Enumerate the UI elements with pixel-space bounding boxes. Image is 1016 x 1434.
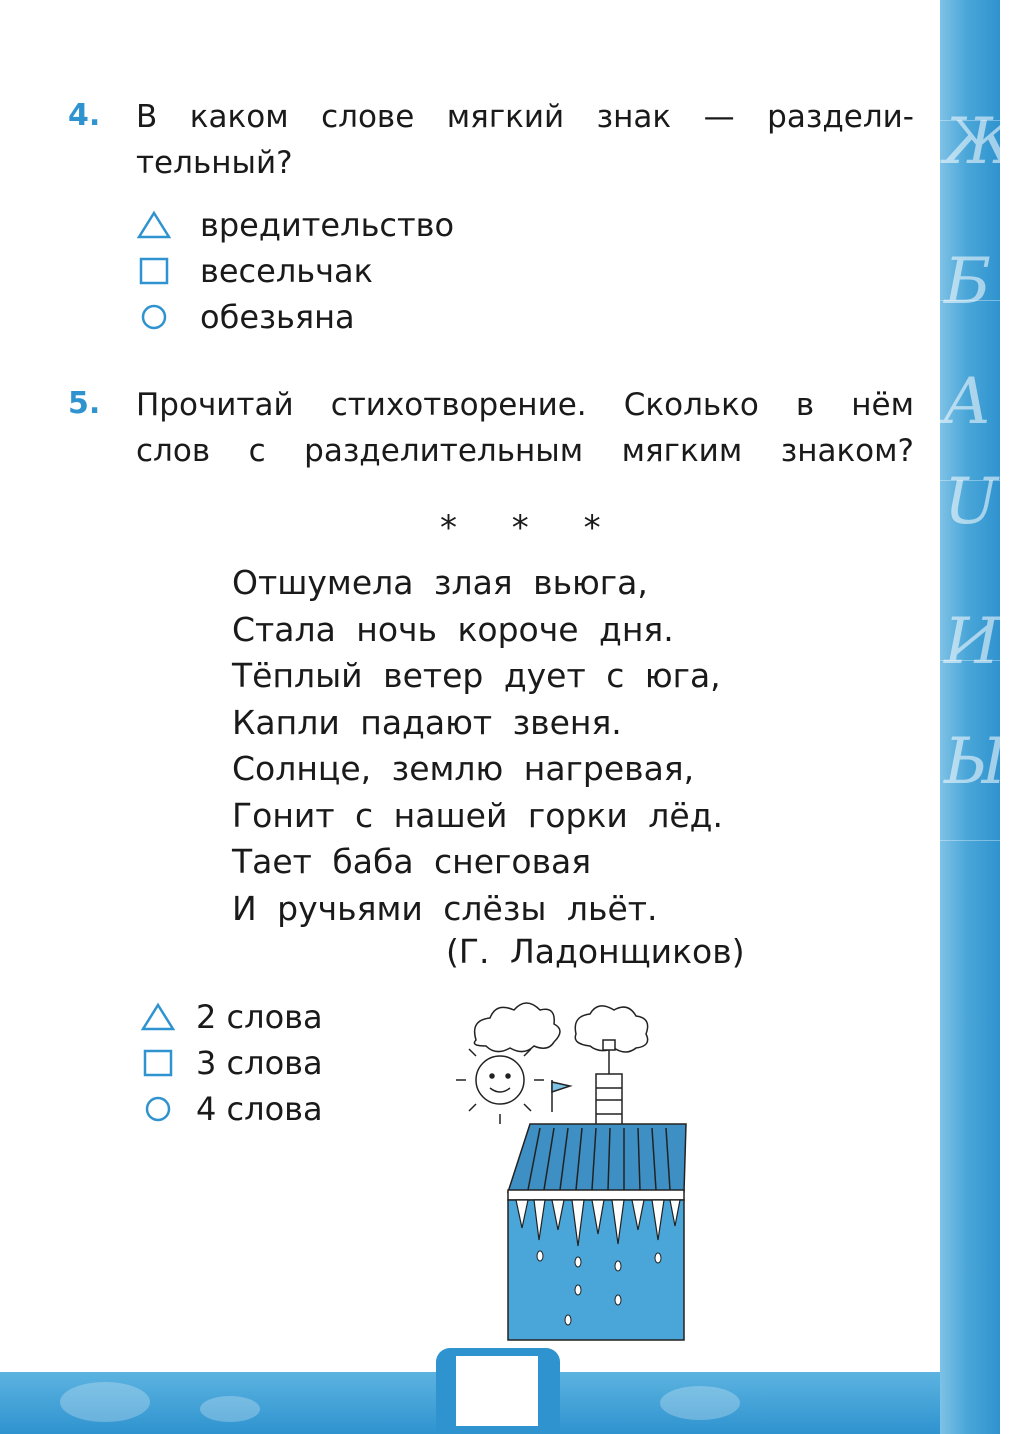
roof-illustration (456, 1000, 696, 1344)
circle-icon[interactable] (140, 1093, 176, 1125)
q4-option-3[interactable] (136, 298, 355, 336)
poem-line: Тает баба снеговая (232, 842, 592, 881)
question-5-number: 5. (68, 386, 101, 421)
q4-option-2-label: весельчак (200, 252, 373, 290)
q4-option-2[interactable] (136, 252, 373, 290)
poem-line: Стала ночь короче дня. (232, 609, 674, 649)
side-decor-band: Ж Б A U И Ы (940, 0, 1000, 1434)
q5-option-2-label: 3 слова (196, 1044, 323, 1082)
poem-stars: * * * (440, 508, 623, 548)
poem-author: (Г. Ладонщиков) (446, 932, 745, 971)
poem-line: Отшумела злая вьюга, (232, 563, 648, 602)
question-4-text-line2: тельный? (136, 145, 293, 181)
q4-option-1[interactable] (136, 206, 454, 244)
roof-icon (508, 1124, 686, 1200)
page-number-box (456, 1356, 538, 1426)
q5-option-1-label: 2 слова (196, 998, 323, 1036)
q5-option-3-label: 4 слова (196, 1090, 323, 1128)
question-4-text-line1: В каком слове мягкий знак — раздели- (136, 99, 914, 135)
triangle-icon[interactable] (136, 209, 172, 241)
poem (232, 560, 723, 932)
q5-option-3[interactable] (140, 1090, 323, 1128)
poem-line: Тёплый ветер дует с юга, (232, 656, 721, 695)
cloud-icon (474, 1003, 647, 1052)
square-icon[interactable] (136, 255, 172, 287)
chimney-icon (596, 1040, 622, 1128)
poem-line: Капли падают звеня. (232, 702, 622, 742)
question-4-number: 4. (68, 98, 101, 133)
q4-option-3-label: обезьяна (200, 298, 355, 336)
question-5-text-line1: Прочитай стихотворение. Сколько в нём (136, 387, 914, 423)
triangle-icon[interactable] (140, 1001, 176, 1033)
poem-line: Гонит с нашей горки лёд. (232, 795, 723, 835)
q5-option-2[interactable] (140, 1044, 323, 1082)
circle-icon[interactable] (136, 301, 172, 333)
q4-option-1-label: вредительство (200, 206, 455, 244)
question-5-text-line2: слов с разделительным мягким знаком? (136, 433, 914, 469)
q5-option-1[interactable] (140, 998, 323, 1036)
poem-line: Солнце, землю нагревая, (232, 749, 695, 788)
poem-line: И ручьями слёзы льёт. (232, 888, 658, 928)
square-icon[interactable] (140, 1047, 176, 1079)
